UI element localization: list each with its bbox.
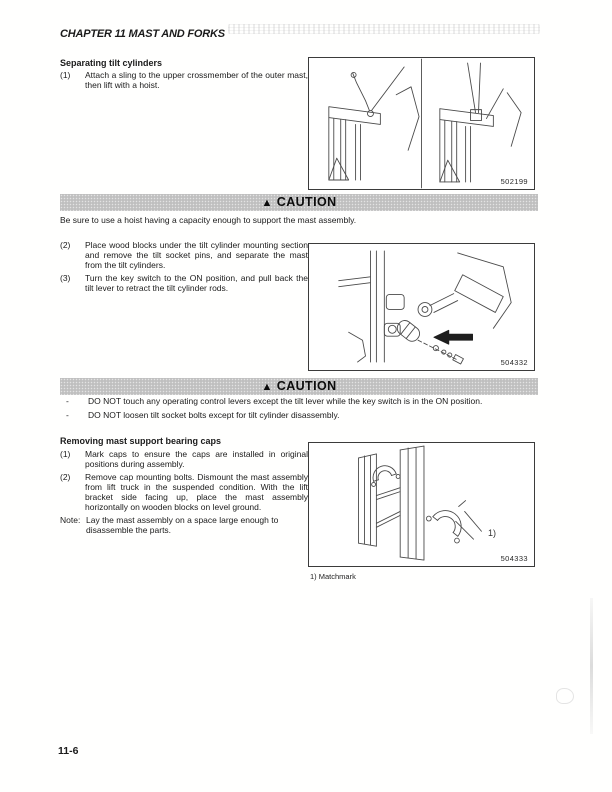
step-text: Turn the key switch to the ON position, and pull back the tilt lever to retract the tilt cylinder rods. xyxy=(85,273,308,293)
step-item xyxy=(60,240,308,270)
figure-number: 502199 xyxy=(500,177,528,186)
chapter-title: CHAPTER 11 MAST AND FORKS xyxy=(60,28,225,40)
caution-body-text: Be sure to use a hoist having a capacity enough to support the mast assembly. xyxy=(60,215,357,225)
bullet-dash: - xyxy=(66,410,69,420)
caution-banner xyxy=(60,194,538,211)
step-text: Attach a sling to the upper crossmember of the outer mast, then lift with a hoist. xyxy=(85,70,308,90)
caution-bullet xyxy=(60,396,538,406)
step-number: (1) xyxy=(60,449,71,459)
step-number: (2) xyxy=(60,240,71,250)
step-number: (2) xyxy=(60,472,71,482)
step-item xyxy=(60,70,308,90)
scan-noise-band xyxy=(228,24,540,34)
caution-bullets xyxy=(60,396,538,424)
figure2-illustration xyxy=(309,244,534,370)
caution-bullet-text: DO NOT loosen tilt socket bolts except for tilt cylinder disassembly. xyxy=(88,410,340,420)
scan-streak xyxy=(590,598,593,734)
step-number: (1) xyxy=(60,70,71,80)
figure-callout-1: 1) xyxy=(487,528,496,538)
note xyxy=(60,515,308,535)
figure-number: 504333 xyxy=(500,554,528,563)
figure-tilt-socket-pin-removal xyxy=(308,243,535,371)
step-number: (3) xyxy=(60,273,71,283)
figure-mast-support-bearing-caps xyxy=(308,442,535,567)
caution-label: CAUTION xyxy=(276,379,337,393)
caution-triangle-icon: ▲ xyxy=(261,381,273,393)
step-text: Mark caps to ensure the caps are installed in original positions during assembly. xyxy=(85,449,308,469)
step-item xyxy=(60,449,308,469)
figure-number: 504332 xyxy=(500,358,528,367)
note-text: Lay the mast assembly on a space large enough to disassemble the parts. xyxy=(86,515,279,535)
bullet-dash: - xyxy=(66,396,69,406)
step-item xyxy=(60,472,308,512)
scan-smudge xyxy=(556,688,574,704)
page-number: 11-6 xyxy=(58,745,79,757)
figure3-illustration xyxy=(309,443,534,566)
caution-bullet xyxy=(60,410,538,420)
step-text: Remove cap mounting bolts. Dismount the mast assembly from lift truck in the suspended condition. With the lift bracket side facing up, place the mast assembly horizontally on wooden blocks on level ground. xyxy=(85,472,308,512)
section-heading-separating-tilt-cylinders: Separating tilt cylinders xyxy=(60,58,163,68)
section-heading-removing-mast-support-bearing-caps: Removing mast support bearing caps xyxy=(60,436,222,446)
caution-banner xyxy=(60,378,538,395)
step-item xyxy=(60,273,308,293)
step-text: Place wood blocks under the tilt cylinder mounting section and remove the tilt socket pins, and separate the mast from the tilt cylinders. xyxy=(85,240,308,270)
section1-steps-2-3 xyxy=(60,240,308,296)
figure3-caption: 1) Matchmark xyxy=(310,572,356,581)
note-label: Note: xyxy=(60,515,81,525)
caution-label: CAUTION xyxy=(276,195,337,209)
caution-triangle-icon: ▲ xyxy=(261,197,273,209)
figure1-illustration xyxy=(309,58,534,189)
section2-steps xyxy=(60,449,308,535)
caution-bullet-text: DO NOT touch any operating control levers except the tilt lever while the key switch is in the ON position. xyxy=(88,396,483,406)
figure-sling-attachment xyxy=(308,57,535,190)
section1-step1 xyxy=(60,70,308,93)
